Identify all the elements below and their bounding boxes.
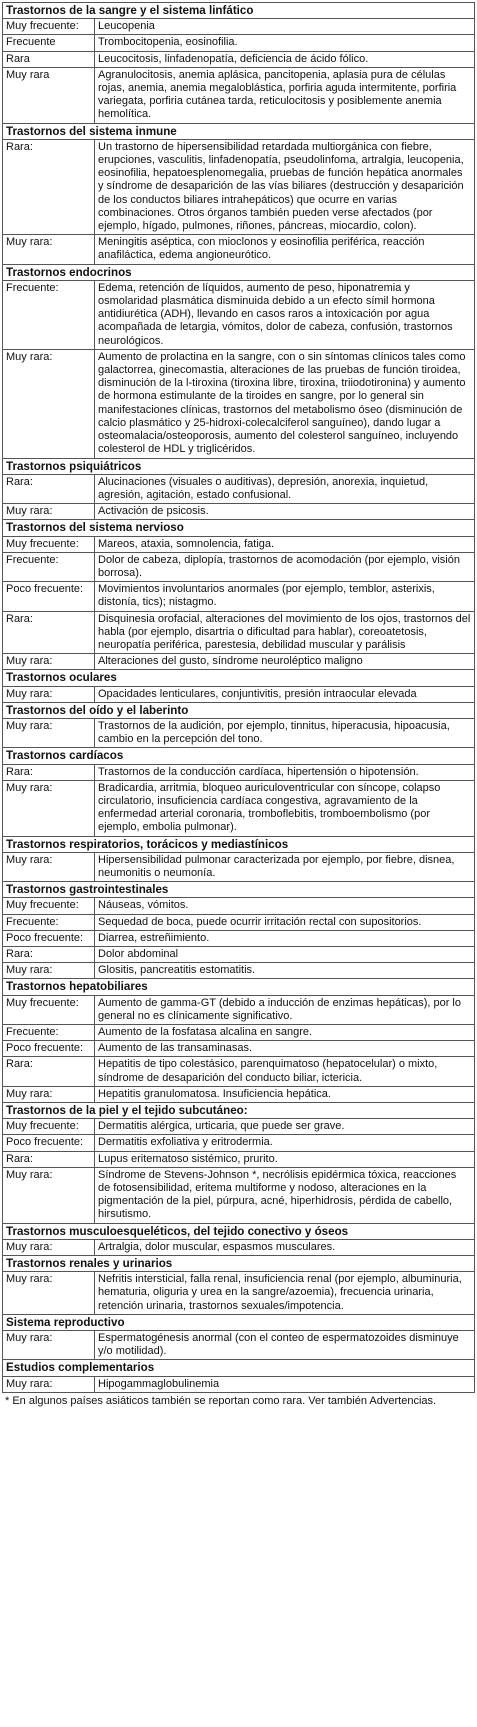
section-header-row: [3, 882, 475, 898]
frequency-cell: Muy frecuente:: [3, 536, 95, 552]
section-header-row: [3, 670, 475, 686]
table-row: [3, 1239, 475, 1255]
footnote: * En algunos países asiáticos también se reportan como rara. Ver también Advertencias.: [5, 1394, 437, 1407]
table-row: [3, 718, 475, 747]
table-row: [3, 1057, 475, 1086]
table-row: [3, 235, 475, 264]
frequency-cell: Muy rara:: [3, 1167, 95, 1223]
frequency-cell: Rara:: [3, 764, 95, 780]
section-title: Trastornos oculares: [3, 670, 475, 686]
table-row: [3, 582, 475, 611]
reaction-cell: Trastornos de la conducción cardíaca, hipertensión o hipotensión.: [95, 764, 475, 780]
reaction-cell: Aumento de gamma-GT (debido a inducción de enzimas hepáticas), por lo general no es clínicamente significativo.: [95, 995, 475, 1024]
reaction-cell: Nefritis intersticial, falla renal, insuficiencia renal (por ejemplo, albuminuria, hematuria, oliguria y urea en la sangre/azoemia), frecuencia urinaria, retención urinaria, trastornos sexuales/impotencia.: [95, 1272, 475, 1315]
table-row: [3, 280, 475, 349]
section-title: Trastornos de la sangre y el sistema linfático: [3, 3, 475, 19]
reaction-cell: Dolor de cabeza, diplopía, trastornos de acomodación (por ejemplo, visión borrosa).: [95, 552, 475, 581]
frequency-cell: Muy rara:: [3, 1239, 95, 1255]
table-row: [3, 995, 475, 1024]
frequency-cell: Frecuente:: [3, 914, 95, 930]
reaction-cell: Movimientos involuntarios anormales (por ejemplo, temblor, asterixis, distonía, tics); nistagmo.: [95, 582, 475, 611]
frequency-cell: Muy rara:: [3, 780, 95, 836]
section-header-row: [3, 702, 475, 718]
frequency-cell: Muy rara:: [3, 1272, 95, 1315]
frequency-cell: Rara:: [3, 611, 95, 654]
section-header-row: [3, 1360, 475, 1376]
frequency-cell: Muy rara: [3, 67, 95, 123]
section-header-row: [3, 979, 475, 995]
reaction-cell: Bradicardia, arritmia, bloqueo auriculoventricular con síncope, colapso circulatorio, insuficiencia cardíaca congestiva, agravamiento de la enfermedad arterial coronaria, tromboflebitis, tromboembolismo (por ejemplo, embolia pulmonar).: [95, 780, 475, 836]
table-row: [3, 51, 475, 67]
frequency-cell: Muy rara:: [3, 349, 95, 458]
table-row: [3, 930, 475, 946]
section-title: Trastornos del sistema nervioso: [3, 520, 475, 536]
table-row: [3, 19, 475, 35]
frequency-cell: Rara:: [3, 1151, 95, 1167]
table-row: [3, 963, 475, 979]
table-row: [3, 504, 475, 520]
table-row: [3, 764, 475, 780]
reaction-cell: Mareos, ataxia, somnolencia, fatiga.: [95, 536, 475, 552]
frequency-cell: Poco frecuente:: [3, 582, 95, 611]
frequency-cell: Frecuente:: [3, 1025, 95, 1041]
reaction-cell: Un trastorno de hipersensibilidad retardada multiorgánica con fiebre, erupciones, vasculitis, linfadenopatía, pseudolinfoma, artralgia, leucopenia, eosinofilia, hepatoesplenomegalia, pruebas de función hepática anormales y síndrome de desaparición de las vías biliares (destrucción y desaparición de los conductos biliares intrahepáticos) que ocurre en varias combinaciones. Otros órganos también pueden verse afectados (por ejemplo, hígado, pulmones, riñones, páncreas, miocardio, colon).: [95, 139, 475, 234]
frequency-cell: Frecuente:: [3, 280, 95, 349]
frequency-cell: Frecuente:: [3, 552, 95, 581]
table-row: [3, 474, 475, 503]
frequency-cell: Rara:: [3, 1057, 95, 1086]
reaction-cell: Trombocitopenia, eosinofilia.: [95, 35, 475, 51]
reaction-cell: Aumento de prolactina en la sangre, con o sin síntomas clínicos tales como galactorrea, ginecomastia, alteraciones de las pruebas de función tiroidea, disminución de la l-tiroxina (tiroxina libre, tiroxina, triiodotironina) y aumento de hormona estimulante de la tiroides en sangre, por lo general sin manifestaciones clínicas, trastornos del metabolismo óseo (disminución de calcio plasmático y 25-hidroxi-colecalciferol sanguíneo), dando lugar a osteomalacia/osteoporosis, aumento del colesterol sanguíneo, incluyendo colesterol de HDL y triglicéridos.: [95, 349, 475, 458]
reaction-cell: Glositis, pancreatitis estomatitis.: [95, 963, 475, 979]
reaction-cell: Disquinesia orofacial, alteraciones del movimiento de los ojos, trastornos del habla (por ejemplo, disartria o dificultad para hablar), coreoatetosis, neuropatía periférica, parestesia, debilidad muscular y parálisis: [95, 611, 475, 654]
table-row: [3, 1041, 475, 1057]
frequency-cell: Muy rara:: [3, 718, 95, 747]
reaction-cell: Alteraciones del gusto, síndrome neuroléptico maligno: [95, 654, 475, 670]
frequency-cell: Muy rara:: [3, 504, 95, 520]
reaction-cell: Hipersensibilidad pulmonar caracterizada por ejemplo, por fiebre, disnea, neumonitis o neumonía.: [95, 852, 475, 881]
table-row: [3, 552, 475, 581]
section-header-row: [3, 1314, 475, 1330]
section-title: Trastornos renales y urinarios: [3, 1256, 475, 1272]
section-title: Trastornos psiquiátricos: [3, 458, 475, 474]
reaction-cell: Hepatitis de tipo colestásico, parenquimatoso (hepatocelular) o mixto, síndrome de desaparición del conducto biliar, ictericia.: [95, 1057, 475, 1086]
reaction-cell: Artralgia, dolor muscular, espasmos musculares.: [95, 1239, 475, 1255]
section-title: Trastornos del oído y el laberinto: [3, 702, 475, 718]
section-header-row: [3, 836, 475, 852]
reaction-cell: Leucocitosis, linfadenopatía, deficiencia de ácido fólico.: [95, 51, 475, 67]
reaction-cell: Diarrea, estreñimiento.: [95, 930, 475, 946]
frequency-cell: Rara:: [3, 474, 95, 503]
reaction-cell: Alucinaciones (visuales o auditivas), depresión, anorexia, inquietud, agresión, agitación, estado confusional.: [95, 474, 475, 503]
section-header-row: [3, 520, 475, 536]
frequency-cell: Muy rara:: [3, 1331, 95, 1360]
section-title: Trastornos de la piel y el tejido subcutáneo:: [3, 1103, 475, 1119]
frequency-cell: Muy frecuente:: [3, 19, 95, 35]
table-row: [3, 1086, 475, 1102]
section-title: Trastornos hepatobiliares: [3, 979, 475, 995]
section-header-row: [3, 458, 475, 474]
table-row: [3, 536, 475, 552]
frequency-cell: Muy rara:: [3, 686, 95, 702]
table-row: [3, 1376, 475, 1392]
frequency-cell: Frecuente: [3, 35, 95, 51]
section-header-row: [3, 123, 475, 139]
reaction-cell: Agranulocitosis, anemia aplásica, pancitopenia, aplasia pura de células rojas, anemia, anemia megaloblástica, porfiria aguda intermitente, porfiria variegata, porfiria cutánea tarda, reticulocitosis y posiblemente anemia hemolítica.: [95, 67, 475, 123]
table-row: [3, 686, 475, 702]
reaction-cell: Meningitis aséptica, con mioclonos y eosinofilia periférica, reacción anafiláctica, edema angioneurótico.: [95, 235, 475, 264]
frequency-cell: Muy frecuente:: [3, 898, 95, 914]
section-title: Sistema reproductivo: [3, 1314, 475, 1330]
table-row: [3, 654, 475, 670]
table-row: [3, 1135, 475, 1151]
reaction-cell: Opacidades lenticulares, conjuntivitis, presión intraocular elevada: [95, 686, 475, 702]
table-row: [3, 914, 475, 930]
section-title: Trastornos respiratorios, torácicos y mediastínicos: [3, 836, 475, 852]
reaction-cell: Sequedad de boca, puede ocurrir irritación rectal con supositorios.: [95, 914, 475, 930]
frequency-cell: Rara: [3, 51, 95, 67]
table-row: [3, 1331, 475, 1360]
frequency-cell: Rara:: [3, 947, 95, 963]
table-row: [3, 780, 475, 836]
section-title: Estudios complementarios: [3, 1360, 475, 1376]
frequency-cell: Muy rara:: [3, 963, 95, 979]
table-row: [3, 349, 475, 458]
table-row: [3, 1272, 475, 1315]
table-row: [3, 1025, 475, 1041]
section-title: Trastornos endocrinos: [3, 264, 475, 280]
frequency-cell: Muy frecuente:: [3, 995, 95, 1024]
table-row: [3, 1119, 475, 1135]
table-row: [3, 67, 475, 123]
frequency-cell: Muy rara:: [3, 1376, 95, 1392]
section-title: Trastornos del sistema inmune: [3, 123, 475, 139]
frequency-cell: Muy rara:: [3, 654, 95, 670]
adverse-reactions-table: [2, 2, 475, 1393]
table-row: [3, 139, 475, 234]
table-row: [3, 611, 475, 654]
section-title: Trastornos cardíacos: [3, 748, 475, 764]
frequency-cell: Poco frecuente:: [3, 1135, 95, 1151]
reaction-cell: Espermatogénesis anormal (con el conteo de espermatozoides disminuye y/o motilidad).: [95, 1331, 475, 1360]
reaction-cell: Náuseas, vómitos.: [95, 898, 475, 914]
table-row: [3, 947, 475, 963]
reaction-cell: Hepatitis granulomatosa. Insuficiencia hepática.: [95, 1086, 475, 1102]
section-header-row: [3, 1256, 475, 1272]
table-row: [3, 852, 475, 881]
table-body: [3, 3, 475, 1393]
reaction-cell: Edema, retención de líquidos, aumento de peso, hiponatremia y osmolaridad plasmática disminuida debido a un efecto símil hormona antidiurética (ADH), llevando en casos raros a intoxicación por agua acompañada de letargia, vómitos, dolor de cabeza, confusión, trastornos neurológicos.: [95, 280, 475, 349]
reaction-cell: Dermatitis exfoliativa y eritrodermia.: [95, 1135, 475, 1151]
table-row: [3, 1167, 475, 1223]
section-title: Trastornos gastrointestinales: [3, 882, 475, 898]
section-header-row: [3, 264, 475, 280]
frequency-cell: Muy rara:: [3, 235, 95, 264]
section-header-row: [3, 748, 475, 764]
reaction-cell: Dolor abdominal: [95, 947, 475, 963]
table-row: [3, 898, 475, 914]
section-header-row: [3, 1223, 475, 1239]
reaction-cell: Aumento de las transaminasas.: [95, 1041, 475, 1057]
frequency-cell: Poco frecuente:: [3, 1041, 95, 1057]
frequency-cell: Muy rara:: [3, 852, 95, 881]
reaction-cell: Activación de psicosis.: [95, 504, 475, 520]
frequency-cell: Muy frecuente:: [3, 1119, 95, 1135]
section-title: Trastornos musculoesqueléticos, del tejido conectivo y óseos: [3, 1223, 475, 1239]
frequency-cell: Muy rara:: [3, 1086, 95, 1102]
reaction-cell: Hipogammaglobulinemia: [95, 1376, 475, 1392]
frequency-cell: Poco frecuente:: [3, 930, 95, 946]
reaction-cell: Síndrome de Stevens-Johnson *, necrólisis epidérmica tóxica, reacciones de fotosensibilidad, eritema multiforme y nodoso, alteraciones en la pigmentación de la piel, púrpura, acné, hiperhidrosis, pérdida de cabello, hirsutismo.: [95, 1167, 475, 1223]
table-row: [3, 35, 475, 51]
frequency-cell: Rara:: [3, 139, 95, 234]
reaction-cell: Lupus eritematoso sistémico, prurito.: [95, 1151, 475, 1167]
reaction-cell: Aumento de la fosfatasa alcalina en sangre.: [95, 1025, 475, 1041]
section-header-row: [3, 1103, 475, 1119]
reaction-cell: Dermatitis alérgica, urticaria, que puede ser grave.: [95, 1119, 475, 1135]
table-row: [3, 1151, 475, 1167]
section-header-row: [3, 3, 475, 19]
reaction-cell: Leucopenia: [95, 19, 475, 35]
reaction-cell: Trastornos de la audición, por ejemplo, tinnitus, hiperacusia, hipoacusia, cambio en la percepción del tono.: [95, 718, 475, 747]
